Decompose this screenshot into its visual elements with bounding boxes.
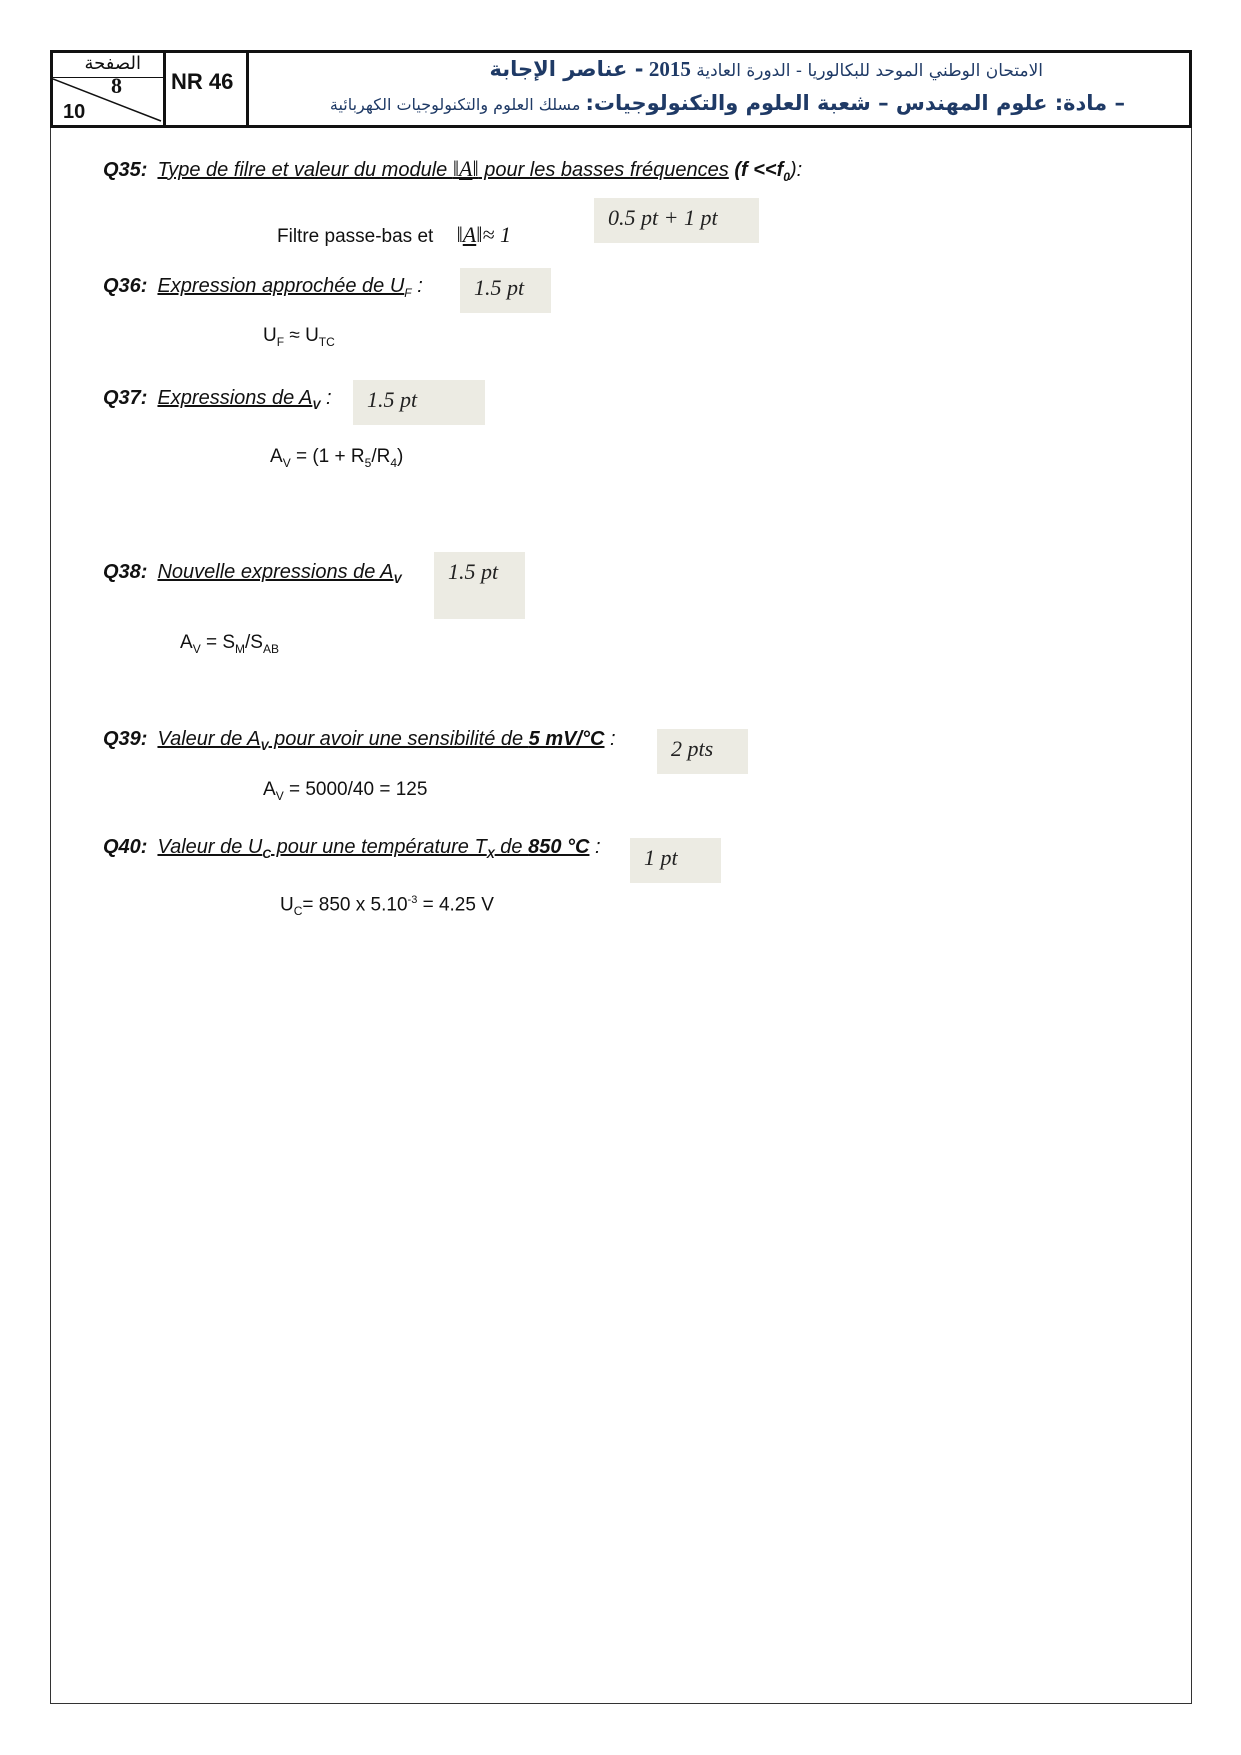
question-q40: Q40: Valeur de $U_C$ pour une température $T_X$ de 850 °C : bbox=[103, 836, 601, 861]
score-badge-q37: 1.5 pt bbox=[353, 380, 485, 425]
question-q36: Q36: Expression approchée de $U_F$ : bbox=[103, 275, 423, 300]
answer-q37: $A_V = (1 + R_5/R_4)$ bbox=[270, 446, 404, 470]
title-line-2: – مادة: علوم المهندس – شعبة العلوم والتكنولوجيات: مسلك العلوم والتكنولوجيات الكهربائية bbox=[329, 91, 1125, 115]
exam-code-box bbox=[166, 53, 249, 125]
answer-q40: $U_C= 850$ x $5.10^{-3} = 4.25$ V bbox=[280, 894, 494, 919]
score-badge-q36: 1.5 pt bbox=[460, 268, 551, 313]
page-current: 8 bbox=[111, 73, 122, 98]
module-a-symbol: ‖A‖ bbox=[452, 156, 479, 181]
score-badge-q40: 1 pt bbox=[630, 838, 721, 883]
answer-q35: Filtre passe-bas et ‖A‖≈ 1 bbox=[277, 222, 511, 247]
question-q39: Q39: Valeur de $A_V$ pour avoir une sensibilité de 5 mV/°C : bbox=[103, 728, 616, 753]
question-q37: Q37: Expressions de $A_V$ : bbox=[103, 387, 332, 412]
score-badge-q38: 1.5 pt bbox=[434, 552, 525, 619]
module-a-symbol: ‖A‖ bbox=[456, 222, 483, 247]
page-number-box bbox=[53, 53, 166, 125]
score-badge-q39: 2 pts bbox=[657, 729, 748, 774]
page-total: 10 bbox=[63, 101, 86, 123]
answer-q36: $U_F \approx U_{TC}$ bbox=[263, 325, 335, 349]
answer-q39: $A_V = 5000/40 = 125$ bbox=[263, 779, 428, 803]
exam-header bbox=[50, 50, 1192, 128]
exam-titles bbox=[249, 53, 1189, 125]
question-q38: Q38: Nouvelle expressions de $A_V$ bbox=[103, 561, 402, 586]
title-line-1: الامتحان الوطني الموحد للبكالوريا - الدورة العادية 2015 - عناصر الإجابة bbox=[489, 57, 1043, 81]
page-label: الصفحة bbox=[84, 53, 141, 74]
score-badge-q35: 0.5 pt + 1 pt bbox=[594, 198, 759, 243]
exam-code: NR 46 bbox=[171, 69, 234, 94]
question-q35: Q35: Type de filre et valeur du module ‖A‖ pour les basses fréquences $(f <<f_0)$: bbox=[103, 156, 803, 184]
answer-q38: $A_V = S_M/S_{AB}$ bbox=[180, 632, 279, 656]
